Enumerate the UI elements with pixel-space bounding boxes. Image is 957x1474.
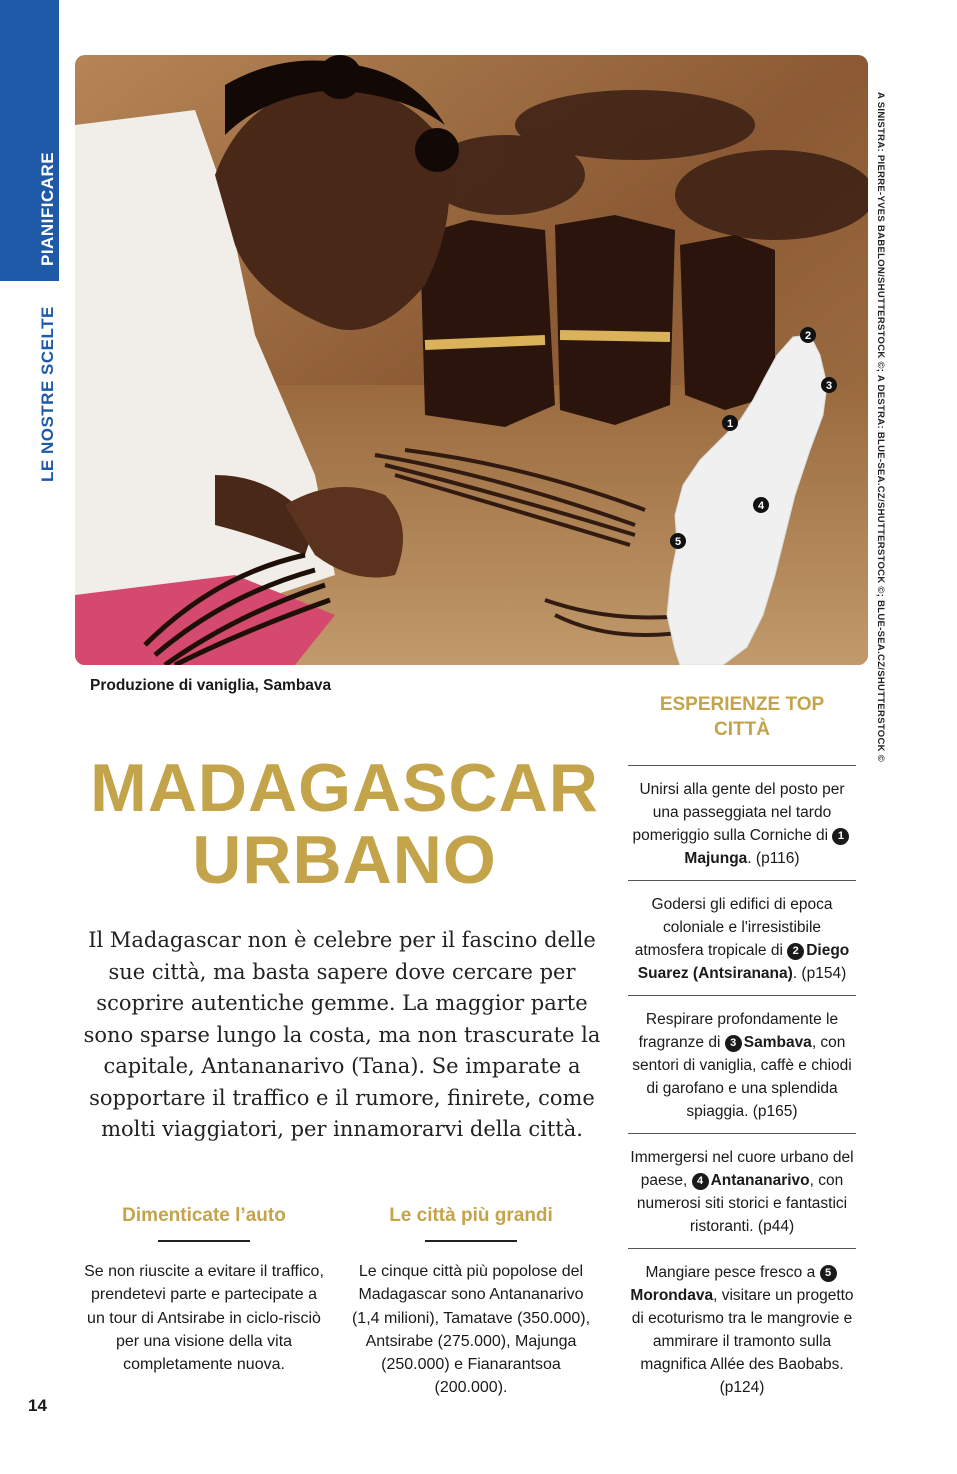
experience-item: [628, 1133, 856, 1248]
experience-text: . (p116): [747, 850, 800, 867]
experience-item: [628, 995, 856, 1133]
photo-credit: A SINISTRA: PIERRE-YVES BABELON/SHUTTERSTOCK ©; A DESTRA: BLUE-SEA.CZ/SHUTTERSTOCK ©; BLUE-SEA.CZ/SHUTTERSTOCK ©: [875, 92, 886, 763]
experience-text: . (p154): [792, 965, 847, 982]
experience-text: , con sentori di vaniglia, caffè e chiodi di garofano e una splendida spiaggia. (p165): [632, 1034, 852, 1120]
experiences-heading: [628, 692, 856, 742]
map-marker-1-label: 1: [726, 418, 734, 430]
experience-place: Diego Suarez (Antsiranana): [637, 942, 850, 982]
vanilla-photo: [75, 55, 868, 665]
number-badge: 2: [787, 943, 804, 960]
box-body-cities: Le cinque città più popolose del Madagascar sono Antananarivo (1,4 milioni), Tamatave (350.000), Antsirabe (275.000), Majunga (250.000) e Fianarantsoa (200.000).: [351, 1263, 591, 1397]
map-marker-4-label: 4: [757, 500, 765, 512]
number-badge: 3: [725, 1035, 742, 1052]
box-heading-car: Dimenticate l’auto: [122, 1205, 286, 1226]
experience-text: Mangiare pesce fresco a: [645, 1264, 820, 1281]
box-divider-cities: [425, 1240, 517, 1242]
map-marker-3-label: 3: [825, 380, 833, 392]
map-marker-2-label: 2: [804, 330, 812, 342]
experiences-heading-line-2: CITTÀ: [714, 719, 770, 740]
experience-text: Immergersi nel cuore urbano del paese,: [630, 1149, 854, 1189]
number-badge: 1: [832, 828, 849, 845]
experience-text: Respirare profondamente le fragranze di: [638, 1011, 839, 1051]
title-line-1: MADAGASCAR: [90, 750, 599, 826]
experience-item: [628, 880, 856, 995]
experience-item: [628, 765, 856, 880]
experience-place: Majunga: [684, 850, 748, 867]
box-body-car: Se non riuscite a evitare il traffico, prendetevi parte e partecipate a un tour di Antsirabe in ciclo-risciò per una visione della vita completamente nuova.: [84, 1263, 324, 1374]
experience-text: Godersi gli edifici di epoca coloniale e l'irresistibile atmosfera tropicale di: [634, 896, 833, 959]
chapter-tab-label: PIANIFICARE: [38, 151, 57, 266]
experience-text: , con numerosi siti storici e fantastici ristoranti. (p44): [636, 1172, 848, 1235]
experiences-heading-line-1: ESPERIENZE TOP: [659, 694, 825, 715]
photo-caption: Produzione di vaniglia, Sambava: [90, 677, 332, 694]
box-divider-car: [158, 1240, 250, 1242]
experience-place: Sambava: [743, 1034, 812, 1051]
map-marker-5-label: 5: [674, 536, 682, 548]
page-number: 14: [28, 1396, 47, 1415]
number-badge: 4: [692, 1173, 709, 1190]
experiences-list: [628, 765, 856, 1409]
title-line-2: URBANO: [192, 822, 497, 898]
experience-place: Antananarivo: [710, 1172, 810, 1189]
intro-paragraph: Il Madagascar non è celebre per il fascino delle sue città, ma basta sapere dove cercare per scoprire autentiche gemme. La maggior parte sono sparse lungo la costa, ma non trascurate la capitale, Antananarivo (Tana). Se imparate a sopportare il traffico e il rumore, finirete, come molti viaggiatori, per innamorarvi della città.: [83, 928, 601, 1141]
experience-text: Unirsi alla gente del posto per una passeggiata nel tardo pomeriggio sulla Corniche di: [632, 781, 845, 844]
section-tab-label: LE NOSTRE SCELTE: [38, 306, 57, 482]
page-title: [77, 752, 612, 896]
experience-text: , visitare un progetto di ecoturismo tra le mangrovie e ammirare il tramonto sulla magnifica Allée des Baobabs. (p124): [631, 1287, 854, 1396]
experience-item: [628, 1248, 856, 1409]
experience-place: Morondava: [630, 1287, 714, 1304]
box-heading-cities: Le città più grandi: [389, 1205, 553, 1226]
number-badge: 5: [820, 1265, 837, 1282]
